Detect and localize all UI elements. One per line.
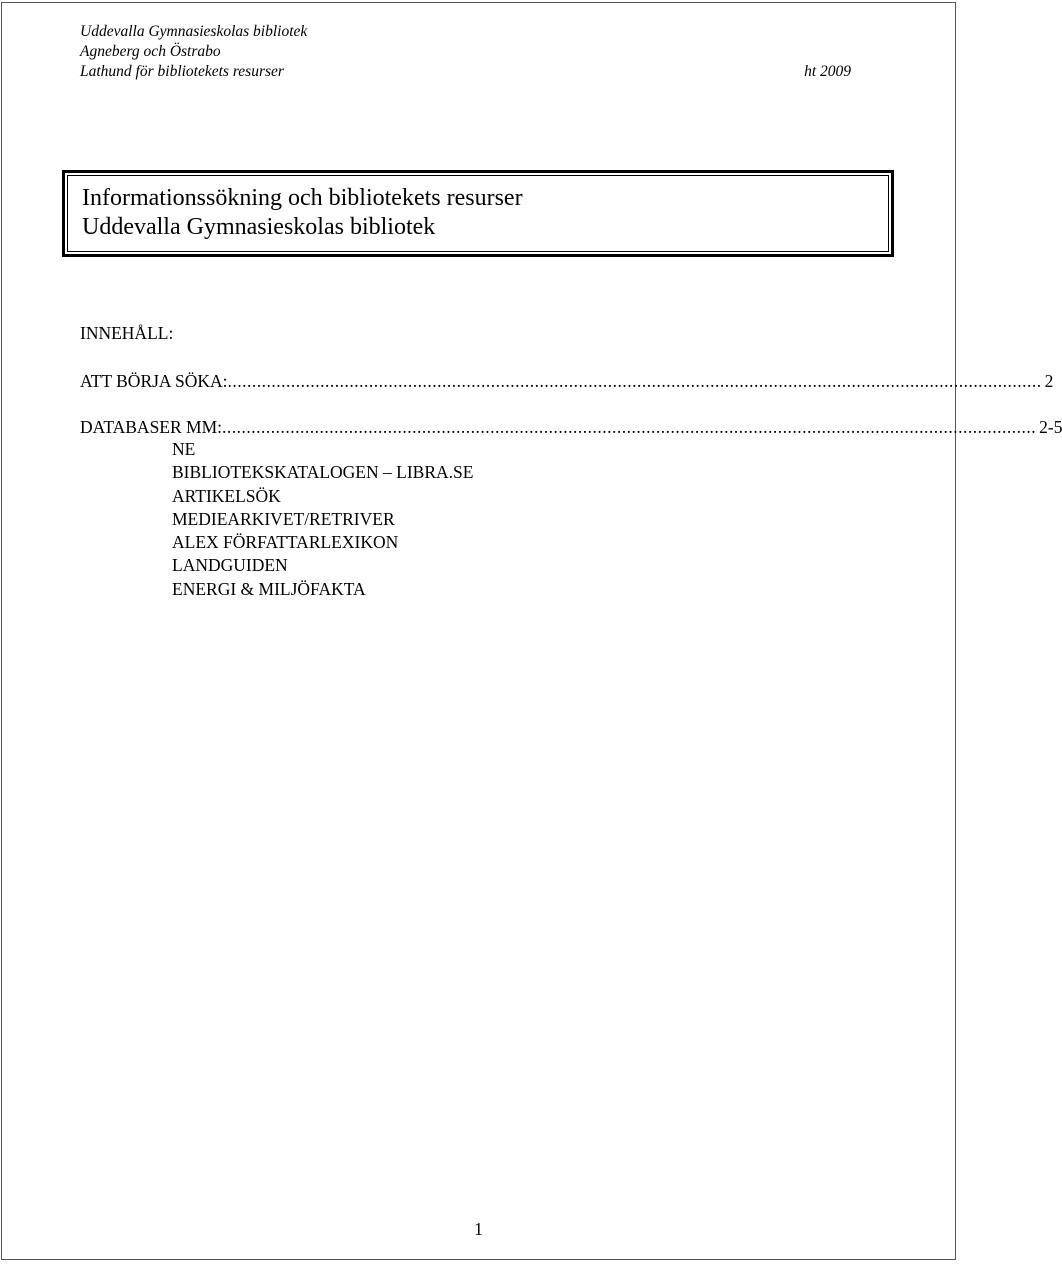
table-of-contents [80,322,1062,601]
header-school: Uddevalla Gymnasieskolas bibliotek [80,23,308,40]
toc-dot-leader: ....................................................................................................................................................................... [227,371,1042,391]
header-guide: Lathund för bibliotekets resurser [80,63,284,80]
toc-dot-leader: ....................................................................................................................................................................... [222,417,1037,437]
database-item-alex: ALEX FÖRFATTARLEXIKON [172,532,399,553]
database-list [80,438,825,601]
database-item-artikelsok: ARTIKELSÖK [172,485,281,506]
header-campuses: Agneberg och Östrabo [80,43,221,60]
document-subtitle: Uddevalla Gymnasieskolas bibliotek [82,214,436,240]
toc-entry-page: 2 [1044,371,1054,391]
header-row [80,62,851,82]
document-title: Informationssökning och bibliotekets resurser [82,185,523,211]
database-item-bibliotekskatalogen: BIBLIOTEKSKATALOGEN – LIBRA.SE [172,462,474,483]
database-item-ne: NE [172,439,196,459]
toc-heading: INNEHÅLL: [80,323,174,343]
title-box-inner [67,175,889,252]
database-item-energi-miljofakta: ENERGI & MILJÖFAKTA [172,578,366,599]
toc-entry-att-borja-soka [80,370,1054,392]
toc-entry-page: 2-5 [1039,417,1062,437]
page-number: 1 [474,1219,483,1239]
toc-entry-databaser [80,416,1062,438]
toc-entry-label: DATABASER MM: [80,417,223,437]
header-term: ht 2009 [804,63,851,80]
page-header [80,22,851,82]
database-item-landguiden: LANDGUIDEN [172,555,288,576]
database-item-mediearkivet: MEDIEARKIVET/RETRIVER [172,508,395,529]
title-box [62,170,894,257]
toc-entry-label: ATT BÖRJA SÖKA: [80,371,228,391]
